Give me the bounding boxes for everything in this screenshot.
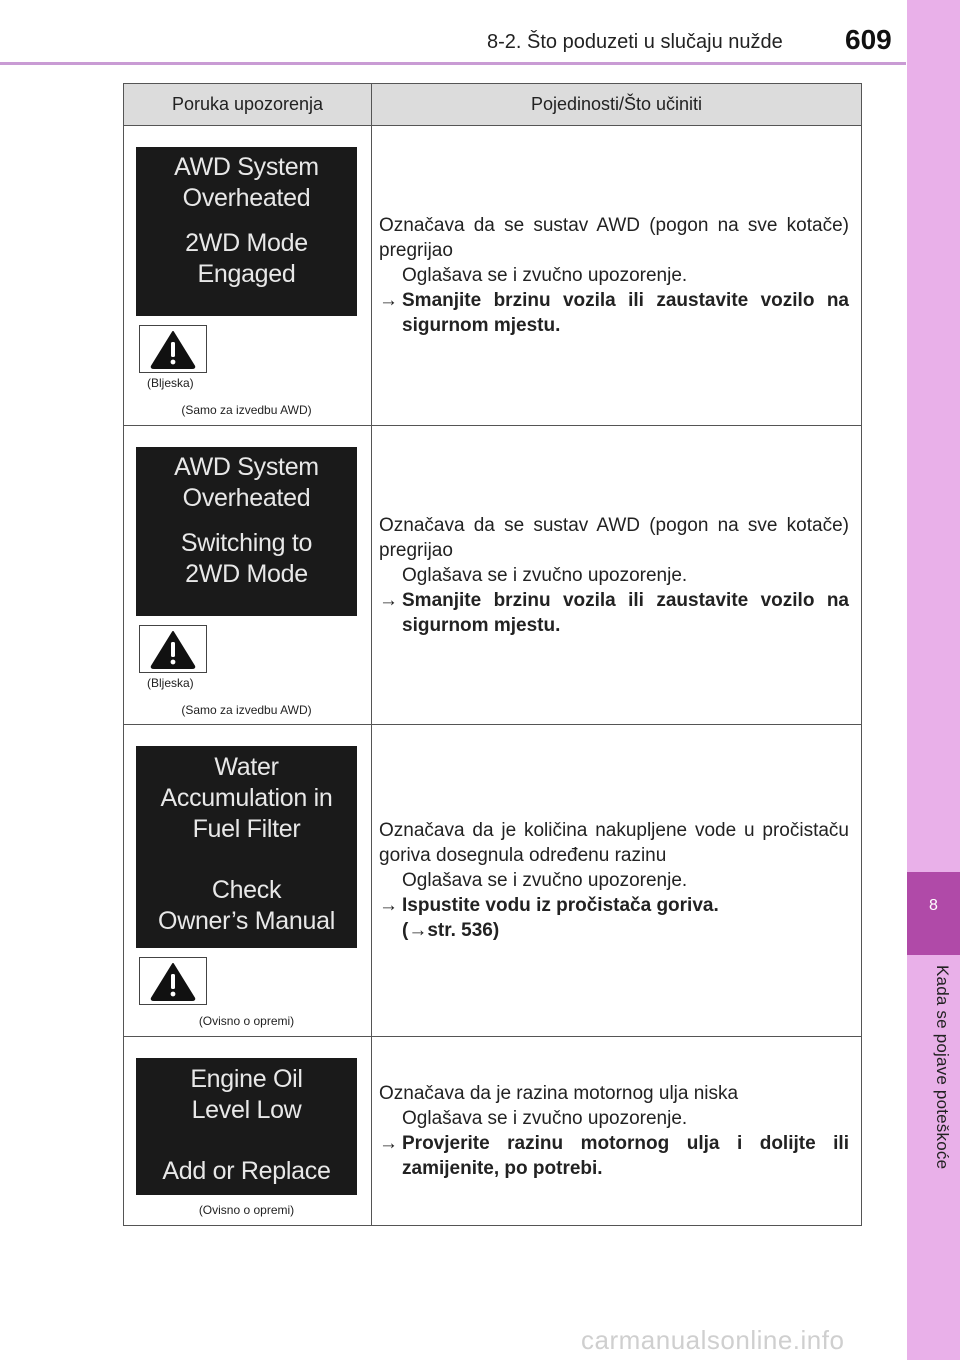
warning-triangle-icon <box>150 629 196 669</box>
screen-line: AWD System <box>174 453 319 481</box>
arrow-right-icon: → <box>379 895 398 916</box>
screen-line: Water <box>214 753 279 781</box>
action-text: Smanjite brzinu vozila ili zaustavite vozilo na sigurnom mjestu. <box>402 589 849 636</box>
table-row <box>124 725 862 1037</box>
chapter-number-tab: 8 <box>907 872 960 955</box>
description-text: Označava da je razina motornog ulja niska <box>379 1083 739 1104</box>
action-text: Smanjite brzinu vozila ili zaustavite vozilo na sigurnom mjestu. <box>402 290 849 336</box>
display-screen-awd-switching <box>136 447 357 616</box>
screen-line: Switching to <box>180 529 313 557</box>
arrow-right-icon: → <box>379 1133 398 1154</box>
action-item <box>379 288 849 338</box>
display-screen-engine-oil-low <box>136 1058 357 1195</box>
display-screen-awd-engaged <box>136 147 357 316</box>
screen-line: AWD System <box>174 153 319 181</box>
description-text: Označava da se sustav AWD (pogon na sve kotače) pregrijao <box>379 215 849 261</box>
screen-line: Owner’s Manual <box>158 907 335 935</box>
sound-text: Oglašava se i zvučno upozorenje. <box>402 564 688 586</box>
screen-line: Accumulation in <box>160 784 333 812</box>
details-cell <box>372 725 862 1037</box>
sound-text: Oglašava se i zvučno upozorenje. <box>402 265 688 286</box>
details-cell <box>372 1037 862 1226</box>
watermark: carmanualsonline.info <box>581 1325 845 1355</box>
warning-image-cell <box>124 1037 372 1226</box>
action-item <box>379 1131 849 1181</box>
description-text: Označava da je količina nakupljene vode u pročistaču goriva dosegnula određenu razinu <box>379 820 849 866</box>
header-divider <box>0 62 906 65</box>
variant-caption: (Ovisno o opremi) <box>198 1203 295 1217</box>
warning-image-cell <box>124 426 372 725</box>
screen-line: Fuel Filter <box>192 815 301 843</box>
sound-text: Oglašava se i zvučno upozorenje. <box>402 870 688 891</box>
warning-triangle-icon <box>150 329 196 369</box>
screen-line: Add or Replace <box>162 1157 331 1185</box>
screen-line: Level Low <box>191 1096 302 1124</box>
column-header-message: Poruka upozorenja <box>124 84 372 126</box>
master-warning-light <box>139 957 207 1005</box>
arrow-right-icon: → <box>379 589 398 611</box>
warning-messages-table <box>123 83 862 1226</box>
table-row <box>124 1037 862 1226</box>
screen-line: Overheated <box>182 184 311 212</box>
warning-image-cell <box>124 126 372 426</box>
page-reference: (→str. 536) <box>402 920 500 941</box>
arrow-right-icon: → <box>379 290 398 311</box>
master-warning-light <box>139 325 207 373</box>
display-screen-water-fuel-filter <box>136 746 357 948</box>
flash-label: (Bljeska) <box>147 676 194 690</box>
action-text: Ispustite vodu iz pročistača goriva. <box>402 895 719 916</box>
screen-line: Engine Oil <box>190 1065 303 1093</box>
screen-line: 2WD Mode <box>185 229 308 257</box>
warning-image-cell <box>124 725 372 1037</box>
arrow-right-icon: → <box>408 920 428 941</box>
page-number: 609 <box>845 24 892 55</box>
warning-triangle-icon <box>150 961 196 1001</box>
details-cell <box>372 426 862 725</box>
screen-line: Overheated <box>182 484 311 512</box>
screen-line: 2WD Mode <box>185 560 308 588</box>
flash-label: (Bljeska) <box>147 376 194 390</box>
details-cell <box>372 126 862 426</box>
master-warning-light <box>139 625 207 673</box>
action-text: Provjerite razinu motornog ulja i dolijte ili zamijenite, po potrebi. <box>402 1133 849 1179</box>
screen-line: Engaged <box>197 260 296 288</box>
action-item <box>379 588 849 638</box>
screen-line: Check <box>211 876 282 904</box>
variant-caption: (Samo za izvedbu AWD) <box>181 703 312 717</box>
page-header-title: 8-2. Što poduzeti u slučaju nužde <box>487 31 783 53</box>
variant-caption: (Ovisno o opremi) <box>198 1014 295 1028</box>
table-row <box>124 426 862 725</box>
description-text: Označava da se sustav AWD (pogon na sve kotače) pregrijao <box>379 514 849 561</box>
variant-caption: (Samo za izvedbu AWD) <box>181 403 312 417</box>
table-row <box>124 126 862 426</box>
column-header-details: Pojedinosti/Što učiniti <box>372 84 862 126</box>
chapter-title-vertical: Kada se pojave poteškoće <box>933 965 952 1170</box>
table-header-row <box>124 84 862 126</box>
sound-text: Oglašava se i zvučno upozorenje. <box>402 1108 688 1129</box>
action-item <box>379 893 849 943</box>
